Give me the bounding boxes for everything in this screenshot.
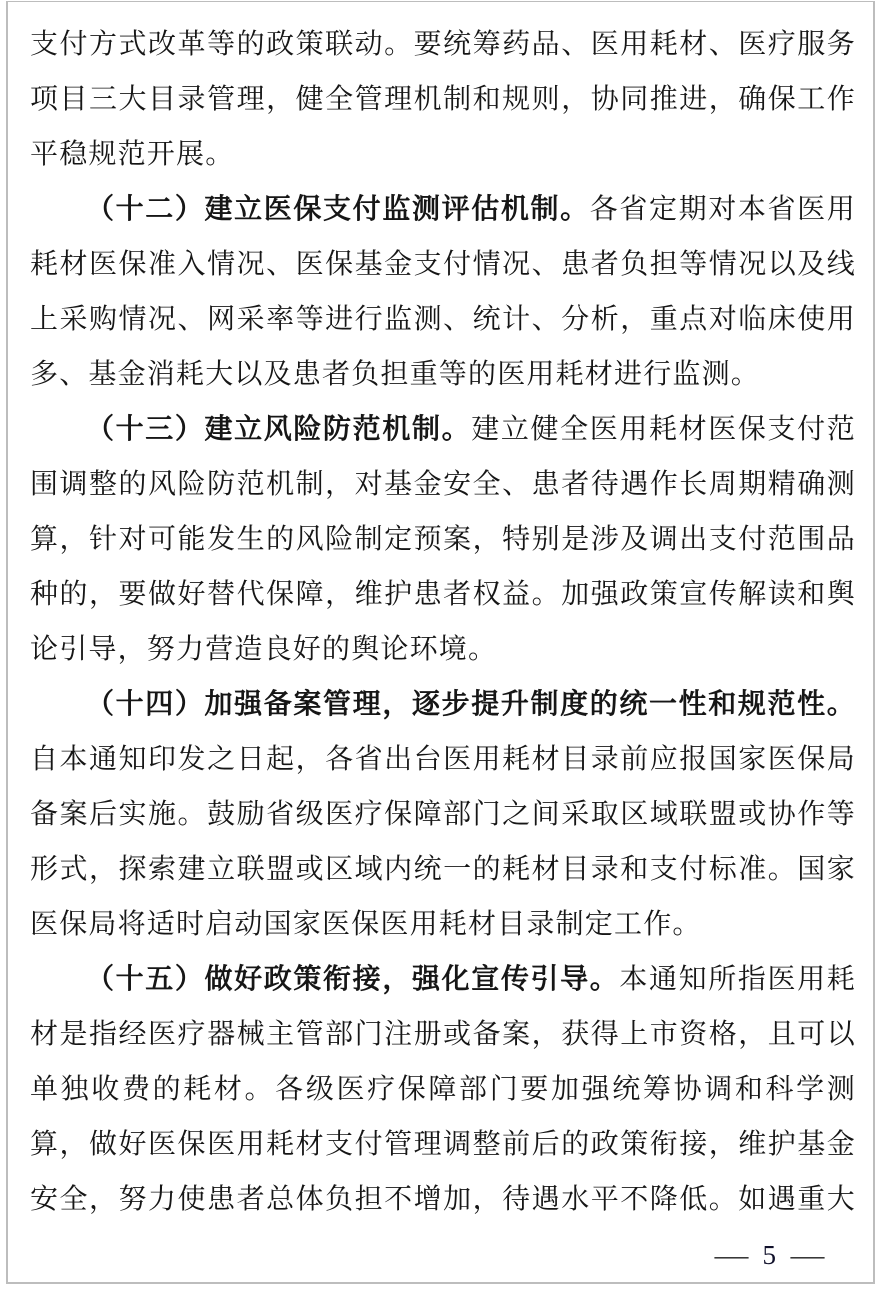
text-line <box>30 787 856 842</box>
page-number: 5 <box>762 1240 776 1270</box>
text-line <box>30 347 856 402</box>
body-text: 论引导，努力营造良好的舆论环境。 <box>30 634 498 665</box>
text-line <box>30 1062 856 1117</box>
page-footer <box>714 1238 825 1272</box>
body-text: 多、基金消耗大以及患者负担重等的医用耗材进行监测。 <box>30 359 761 390</box>
body-text: 围调整的风险防范机制，对基金安全、患者待遇作长周期精确测 <box>30 469 856 500</box>
text-line <box>30 292 856 347</box>
text-line <box>30 1172 856 1227</box>
text-line <box>30 1117 856 1172</box>
text-line <box>30 732 856 787</box>
body-text: 支付方式改革等的政策联动。要统筹药品、医用耗材、医疗服务 <box>30 29 856 60</box>
text-line <box>30 127 856 182</box>
text-line <box>30 72 856 127</box>
body-text: 各省定期对本省医用 <box>589 194 856 225</box>
body-text: 上采购情况、网采率等进行监测、统计、分析，重点对临床使用 <box>30 304 856 335</box>
text-line <box>30 237 856 292</box>
section-heading-text: （十五）做好政策衔接，强化宣传引导。 <box>86 964 620 995</box>
text-line <box>30 897 856 952</box>
text-line <box>30 1007 856 1062</box>
text-line <box>30 677 856 732</box>
body-text: 本通知所指医用耗 <box>619 964 856 995</box>
section-heading-text: （十二）建立医保支付监测评估机制。 <box>86 194 590 225</box>
body-text: 项目三大目录管理，健全管理机制和规则，协同推进，确保工作 <box>30 84 856 115</box>
text-line <box>30 17 856 72</box>
body-text: 医保局将适时启动国家医保医用耗材目录制定工作。 <box>30 909 702 940</box>
page-number-dash-left: — <box>714 1240 748 1270</box>
body-text: 安全，努力使患者总体负担不增加，待遇水平不降低。如遇重大 <box>30 1184 856 1215</box>
page-number-dash-right: — <box>790 1240 825 1270</box>
body-text: 自本通知印发之日起，各省出台医用耗材目录前应报国家医保局 <box>30 744 856 775</box>
document-lines <box>30 17 856 1227</box>
text-line <box>30 567 856 622</box>
section-heading-text: （十三）建立风险防范机制。 <box>86 414 472 445</box>
body-text: 平稳规范开展。 <box>30 139 235 170</box>
text-line <box>30 512 856 567</box>
body-text: 算，针对可能发生的风险制定预案，特别是涉及调出支付范围品 <box>30 524 856 555</box>
body-text: 算，做好医保医用耗材支付管理调整前后的政策衔接，维护基金 <box>30 1129 856 1160</box>
text-line <box>30 622 856 677</box>
body-text: 耗材医保准入情况、医保基金支付情况、患者负担等情况以及线 <box>30 249 856 280</box>
body-text: 种的，要做好替代保障，维护患者权益。加强政策宣传解读和舆 <box>30 579 856 610</box>
text-line <box>30 182 856 237</box>
body-text: 备案后实施。鼓励省级医疗保障部门之间采取区域联盟或协作等 <box>30 799 856 830</box>
text-line <box>30 952 856 1007</box>
text-line <box>30 457 856 512</box>
body-text: 单独收费的耗材。各级医疗保障部门要加强统筹协调和科学测 <box>30 1074 856 1105</box>
body-text: 建立健全医用耗材医保支付范 <box>471 414 856 445</box>
text-line <box>30 402 856 457</box>
section-heading-text: （十四）加强备案管理，逐步提升制度的统一性和规范性。 <box>86 689 856 720</box>
text-line <box>30 842 856 897</box>
body-text: 材是指经医疗器械主管部门注册或备案，获得上市资格，且可以 <box>30 1019 856 1050</box>
body-text: 形式，探索建立联盟或区域内统一的耗材目录和支付标准。国家 <box>30 854 856 885</box>
